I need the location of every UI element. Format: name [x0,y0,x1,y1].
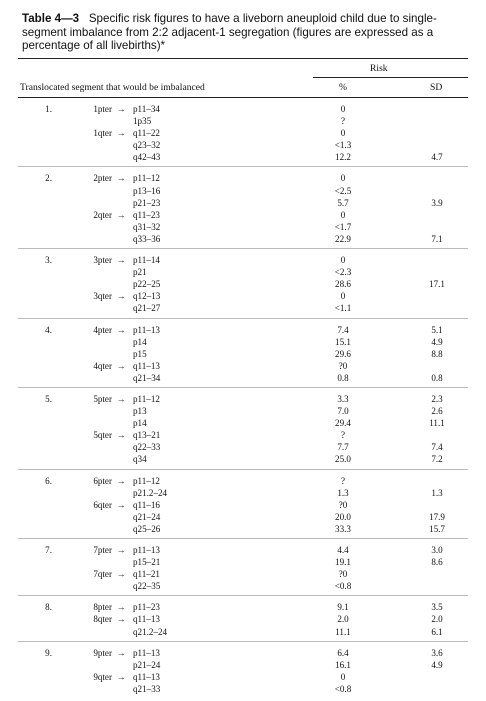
chromosome-group [0,324,486,384]
segment-band: p14 [133,418,147,429]
segment-band: p11–14 [133,255,160,266]
group-number: 1. [45,104,52,114]
segment-origin: 6qter [93,499,112,510]
risk-percent: 5.7 [337,197,349,208]
risk-percent: 0 [340,671,346,682]
arrow-icon: → [116,393,126,404]
group-number: 5. [45,393,52,404]
segment-band: p15 [133,348,147,359]
table-row [0,417,486,429]
table-row [0,601,486,613]
segment-band: q21–33 [133,683,161,694]
arrow-icon: → [116,255,126,266]
table-row [0,556,486,568]
arrow-icon: → [116,104,126,114]
table-row [0,475,486,487]
risk-sd: 0.8 [431,372,443,383]
risk-percent: ? [340,430,346,441]
risk-sd: 1.3 [431,487,443,498]
arrow-icon: → [116,291,126,302]
segment-origin: 3pter [93,255,112,266]
risk-percent: ?0 [338,569,348,580]
risk-sd: 2.3 [431,393,443,404]
segment-origin: 3qter [93,291,112,302]
risk-sd: 8.8 [431,348,443,359]
segment-origin: 9pter [93,647,112,658]
segment-band: q11–16 [133,499,160,510]
segment-band: p13–16 [133,185,161,196]
table-row [0,523,486,535]
segment-band: p22–25 [133,279,161,290]
segment-band: q21–27 [133,303,161,314]
risk-percent: <1.3 [334,140,352,151]
risk-percent: <0.8 [334,683,352,694]
table-row [0,568,486,580]
table-caption [22,12,462,53]
risk-percent: 3.3 [337,393,349,404]
table-row [0,278,486,290]
segment-band: p11–12 [133,393,160,404]
table-row [0,127,486,139]
arrow-icon: → [116,128,126,139]
segment-band: p13 [133,406,147,417]
segment-band: q11–22 [133,128,160,139]
risk-sd: 17.1 [429,279,445,290]
risk-percent: 0 [340,291,346,302]
segment-origin: 8qter [93,614,112,625]
table-row [0,613,486,625]
risk-sd: 15.7 [429,523,445,534]
segment-origin: 4qter [93,360,112,371]
segment-origin: 7qter [93,569,112,580]
risk-percent: ? [340,475,346,486]
group-number: 2. [45,173,52,184]
risk-sd: 4.7 [431,152,443,163]
table-row [0,511,486,523]
segment-origin: 6pter [93,475,112,486]
segment-band: q33–36 [133,233,161,244]
table-row [0,103,486,115]
segment-origin: 1qter [93,128,112,139]
segment-band: q11–13 [133,360,160,371]
table-row [0,360,486,372]
table-row [0,266,486,278]
segment-band: p11–12 [133,475,160,486]
table-row [0,139,486,151]
top-rule [18,58,468,59]
risk-sd: 11.1 [429,418,445,429]
risk-percent: 0 [340,128,346,139]
table-row [0,626,486,638]
segment-band: q21.2–24 [133,626,168,637]
segment-band: q11–21 [133,569,160,580]
segment-origin: 8pter [93,602,112,613]
group-divider [18,166,468,167]
segment-band: q34 [133,454,147,465]
segment-header: Translocated segment that would be imbalanced [20,82,205,93]
risk-percent: ?0 [338,499,348,510]
segment-band: q11–13 [133,671,160,682]
segment-origin: 5pter [93,393,112,404]
segment-band: q22–35 [133,581,161,592]
risk-percent: 1.3 [337,487,349,498]
segment-band: q25–26 [133,523,161,534]
arrow-icon: → [116,569,126,580]
segment-origin: 2pter [93,173,112,184]
risk-percent: <1.7 [334,221,352,232]
risk-percent: <0.8 [334,581,352,592]
segment-origin: 7pter [93,545,112,555]
arrow-icon: → [116,173,126,184]
risk-percent: 7.7 [337,442,349,453]
arrow-icon: → [116,475,126,486]
risk-sd: 3.5 [431,602,443,613]
risk-percent: 0.8 [337,372,349,383]
arrow-icon: → [116,671,126,682]
table-number: Table 4—3 [22,12,80,25]
table-row [0,172,486,184]
chromosome-group [0,544,486,592]
chromosome-group [0,254,486,314]
risk-table [0,103,486,701]
chromosome-group [0,601,486,637]
risk-percent: ? [340,116,346,127]
risk-sd: 4.9 [431,659,443,670]
segment-origin: 1pter [93,104,112,114]
table-row [0,671,486,683]
group-number: 4. [45,324,52,335]
risk-percent: 7.4 [337,324,349,335]
risk-percent: 19.1 [335,557,351,568]
arrow-icon: → [116,499,126,510]
table-row [0,209,486,221]
table-row [0,185,486,197]
risk-percent: ?0 [338,360,348,371]
risk-percent: 0 [340,173,346,184]
segment-band: p11–12 [133,173,160,184]
chromosome-group [0,393,486,466]
group-divider [18,318,468,319]
segment-band: q11–23 [133,209,160,220]
table-row [0,544,486,556]
risk-percent: 25.0 [335,454,351,465]
risk-percent: 33.3 [335,523,351,534]
segment-origin: 9qter [93,671,112,682]
table-caption-text: Specific risk figures to have a liveborn aneuploid child due to single-segment imbalance from 2:2 adjacent-1 segregation (figures are expressed as a percentage of all livebirths)* [22,12,437,53]
segment-band: q42–43 [133,152,161,163]
segment-origin: 2qter [93,209,112,220]
risk-percent: 20.0 [335,511,351,522]
table-row [0,647,486,659]
segment-band: p21–23 [133,197,161,208]
segment-band: p15–21 [133,557,161,568]
segment-band: q22–33 [133,442,161,453]
risk-percent: 0 [340,104,346,114]
group-divider [18,641,468,642]
risk-percent: <2.3 [334,267,352,278]
table-row [0,441,486,453]
risk-sd: 7.4 [431,442,443,453]
group-number: 3. [45,255,52,266]
arrow-icon: → [116,614,126,625]
risk-sd: 3.9 [431,197,443,208]
group-number: 7. [45,545,52,555]
risk-sd: 2.0 [431,614,443,625]
risk-percent: <2.5 [334,185,352,196]
segment-band: p11–13 [133,647,160,658]
sd-header: SD [430,82,443,93]
group-divider [18,595,468,596]
risk-percent: 7.0 [337,406,349,417]
group-divider [18,538,468,539]
table-row [0,254,486,266]
table-row [0,487,486,499]
risk-sd: 8.6 [431,557,443,568]
risk-percent: 9.1 [337,602,349,613]
table-row [0,151,486,163]
table-row [0,302,486,314]
table-row [0,324,486,336]
chromosome-group [0,647,486,695]
segment-band: p11–13 [133,545,160,555]
segment-band: p21 [133,267,147,278]
segment-origin: 4pter [93,324,112,335]
risk-percent: 6.4 [337,647,349,658]
arrow-icon: → [116,647,126,658]
group-divider [18,248,468,249]
chromosome-group [0,103,486,163]
chromosome-group [0,172,486,245]
group-number: 6. [45,475,52,486]
segment-band: q21–24 [133,511,161,522]
segment-band: q21–34 [133,372,161,383]
table-row [0,233,486,245]
segment-band: p14 [133,336,147,347]
segment-band: p21–24 [133,659,161,670]
group-number: 9. [45,647,52,658]
risk-sd: 2.6 [431,406,443,417]
arrow-icon: → [116,545,126,555]
risk-percent: 16.1 [335,659,351,670]
arrow-icon: → [116,430,126,441]
table-row [0,336,486,348]
group-divider [18,387,468,388]
table-row [0,290,486,302]
risk-percent: 12.2 [335,152,351,163]
segment-band: q13–21 [133,430,161,441]
table-row [0,429,486,441]
table-row [0,405,486,417]
risk-sd: 17.9 [429,511,445,522]
risk-percent: 0 [340,209,346,220]
arrow-icon: → [116,209,126,220]
segment-band: q12–13 [133,291,161,302]
segment-band: p11–34 [133,104,160,114]
table-row [0,683,486,695]
segment-band: q31–32 [133,221,161,232]
risk-subrule [313,77,468,78]
risk-percent: 29.4 [335,418,351,429]
risk-percent: 28.6 [335,279,351,290]
segment-band: p11–23 [133,602,160,613]
segment-band: 1p35 [133,116,152,127]
segment-band: q23–32 [133,140,161,151]
header-rule [18,97,468,98]
table-row [0,221,486,233]
risk-sd: 7.1 [431,233,443,244]
segment-band: q11–13 [133,614,160,625]
risk-percent: 2.0 [337,614,349,625]
segment-origin: 5qter [93,430,112,441]
group-number: 8. [45,602,52,613]
risk-sd: 4.9 [431,336,443,347]
risk-sd: 5.1 [431,324,443,335]
risk-percent: 22.9 [335,233,351,244]
risk-sd: 7.2 [431,454,443,465]
table-row [0,580,486,592]
table-row [0,659,486,671]
arrow-icon: → [116,324,126,335]
arrow-icon: → [116,602,126,613]
table-row [0,393,486,405]
chromosome-group [0,475,486,535]
table-row [0,453,486,465]
table-row [0,348,486,360]
risk-sd: 3.6 [431,647,443,658]
risk-sd: 6.1 [431,626,443,637]
risk-percent: 15.1 [335,336,351,347]
risk-percent: 4.4 [337,545,349,555]
risk-sd: 3.0 [431,545,443,555]
table-row [0,372,486,384]
segment-band: p11–13 [133,324,160,335]
arrow-icon: → [116,360,126,371]
risk-percent: 29.6 [335,348,351,359]
table-row [0,499,486,511]
table-row [0,115,486,127]
risk-header: Risk [370,63,388,74]
group-divider [18,469,468,470]
risk-percent: 11.1 [335,626,351,637]
risk-percent: <1.1 [334,303,352,314]
segment-band: p21.2–24 [133,487,168,498]
percent-header: % [339,82,347,93]
risk-percent: 0 [340,255,346,266]
table-row [0,197,486,209]
